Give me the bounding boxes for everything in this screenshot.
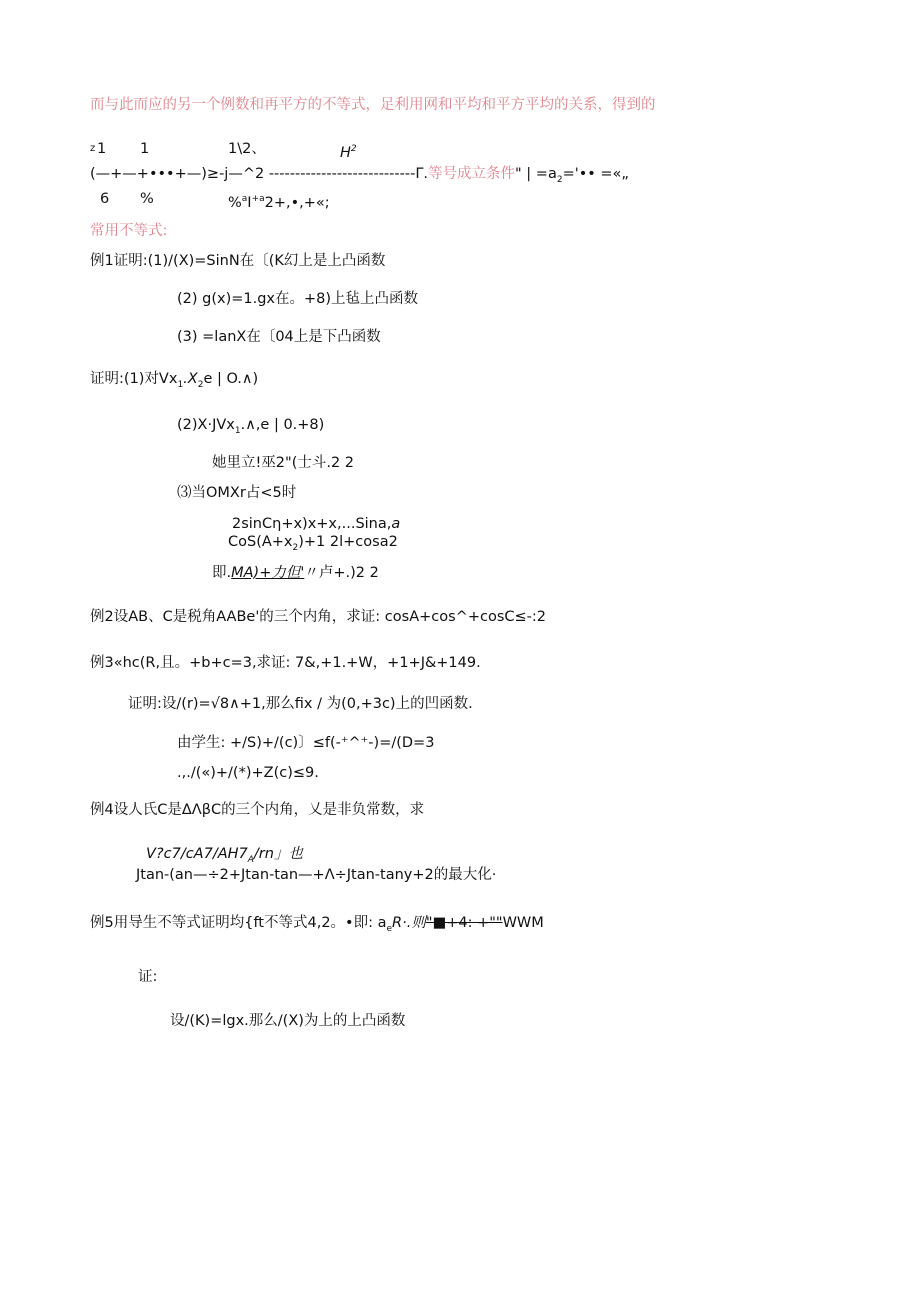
example1-title: 例1证明:(1)/(X)=SinN在〔(K幻上是上凸函数 (90, 253, 386, 269)
example3-line2: 由学生: +/S)+/(c)〕≤f(-⁺^⁺-)=/(D=3 (177, 735, 435, 751)
proof1-line7: 即.MA)+力但'〃卢+.)2 2 (212, 565, 379, 581)
example4-title: 例4设人氏C是ΔΛβC的三个内角，乂是非负常数，求 (90, 802, 425, 818)
formula-row1-a: z (90, 143, 96, 154)
formula-row3-a: 6 (100, 191, 110, 207)
formula-row2-main: (—+—+•••+—)≥-j—^2 ----------------------------Γ. (90, 166, 429, 182)
example3-proof: 证明:设/(r)=√8∧+1,那么fix / 为(0,+3c)上的凹函数. (128, 696, 473, 712)
formula-row2: (—+—+•••+—)≥-j—^2 ----------------------------Γ.等号成立条件" | $=a_2='••$ =«„ (90, 166, 629, 185)
example4-line2: $V?c7/cA7/AH7_A/rn$」也 (146, 846, 303, 865)
formula-row1-d: 1\2、 (228, 141, 266, 157)
proof1-line6: $CoS(A+x_2)+1$ 2l+cosa2 (228, 534, 398, 553)
proof1-line5: 2sinCη+x)x+x,...Sina,a (232, 516, 401, 532)
example2: 例2设AB、C是税角AABe'的三个内角，求证: cosA+cos^+cosC≤-:2 (90, 609, 546, 625)
example1-item3: (3) =lanX在〔04上是下凸函数 (177, 329, 381, 345)
example3-line3: .,./(«)+/(*)+Z(c)≤9. (177, 765, 319, 781)
formula-row1-b: 1 (97, 141, 107, 157)
proof1-line1: 证明:(1)对$Vx_1.X_2e$ | O.∧) (90, 371, 259, 390)
formula-row3-c: $\%^aI^{+a}2+,•,+«$; (228, 194, 330, 211)
formula-row1-c: 1 (140, 141, 150, 157)
example1-item2: (2) g(x)=1.gx在。+8)上毡上凸函数 (177, 291, 419, 307)
intro-text: 而与此而应的另一个例数和再平方的不等式，足利用网和平均和平方平均的关系，得到的 (90, 97, 656, 113)
formula-condition: 等号成立条件 (428, 166, 516, 182)
example5-proof-label: 证: (138, 969, 158, 985)
formula-row3-b: % (140, 191, 154, 207)
proof1-line2: (2)X·JVx$_1$.∧,e | 0.+8) (177, 417, 325, 436)
proof1-line3: 她里立!巫2"(士斗.2 2 (212, 455, 355, 471)
formula-row1-e: $H^2$ (340, 144, 357, 161)
example3-title: 例3«hc(R,且。+b+c=3,求证: 7&,+1.+W，+1+J&+149. (90, 655, 481, 671)
example4-line3: Jtan-(an—÷2+Jtan-tan—+Λ÷Jtan-tany+2的最大化· (136, 867, 497, 883)
proof1-line4: ⑶当OMXr占<5时 (177, 485, 297, 501)
example5-title: 例5用导生不等式证明均{ft不等式4,2。•即: $a_eR\cdot$.则"■+4: +""WWM (90, 915, 544, 934)
example5-line2: 设/(K)=lgx.那么/(X)为上的上凸函数 (170, 1013, 406, 1029)
common-inequalities-heading: 常用不等式: (90, 223, 168, 239)
